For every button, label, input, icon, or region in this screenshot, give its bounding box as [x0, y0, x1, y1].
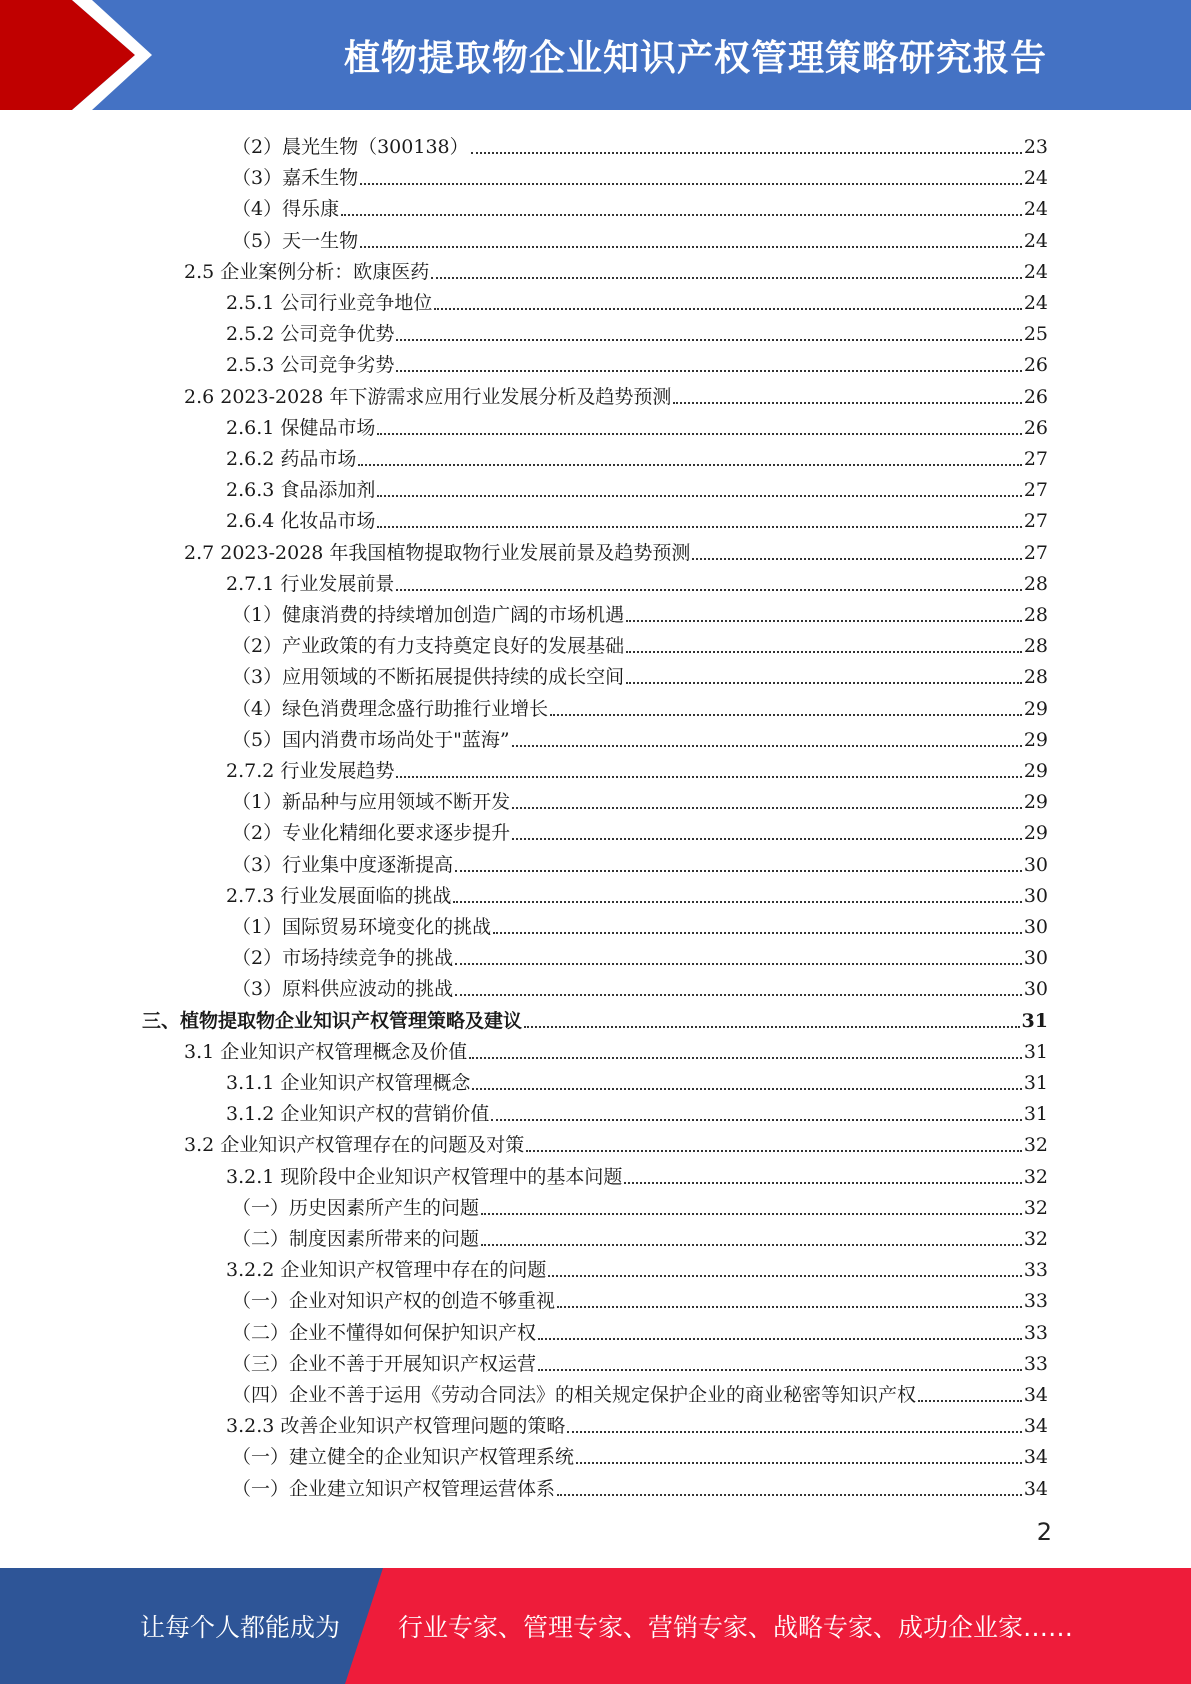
toc-entry-page: 33 — [1023, 1259, 1048, 1281]
toc-dot-leader — [431, 276, 1022, 279]
toc-entry-page: 31 — [1021, 1010, 1048, 1032]
toc-entry-label: （三）企业不善于开展知识产权运营 — [232, 1353, 537, 1375]
toc-dot-leader — [471, 151, 1022, 154]
toc-entry[interactable] — [232, 907, 1048, 938]
toc-entry-label: （一）企业对知识产权的创造不够重视 — [232, 1290, 556, 1312]
toc-entry-page: 30 — [1023, 885, 1048, 907]
toc-entry-page: 28 — [1023, 573, 1048, 595]
toc-dot-leader — [626, 650, 1022, 653]
toc-entry-page: 23 — [1023, 136, 1048, 158]
toc-dot-leader — [692, 557, 1021, 560]
toc-entry-label: 2.7.3 行业发展面临的挑战 — [226, 885, 452, 907]
toc-dot-leader — [524, 1025, 1020, 1028]
toc-entry-page: 27 — [1023, 510, 1048, 532]
toc-entry-label: 2.6 2023-2028 年下游需求应用行业发展分析及趋势预测 — [184, 386, 672, 408]
toc-entry[interactable] — [232, 127, 1048, 158]
header-title: 植物提取物企业知识产权管理策略研究报告 — [343, 37, 1047, 79]
toc-dot-leader — [526, 1149, 1022, 1152]
toc-entry-label: （四）企业不善于运用《劳动合同法》的相关规定保护企业的商业秘密等知识产权 — [232, 1384, 917, 1406]
toc-entry-label: 3.2 企业知识产权管理存在的问题及对策 — [184, 1134, 525, 1156]
toc-entry[interactable] — [184, 377, 1048, 408]
footer-slogan-right: 行业专家、管理专家、营销专家、战略专家、成功企业家…… — [398, 1613, 1074, 1642]
toc-entry-page: 30 — [1023, 916, 1048, 938]
toc-entry-label: （3）应用领域的不断拓展提供持续的成长空间 — [232, 666, 625, 688]
toc-dot-leader — [538, 1368, 1022, 1371]
toc-dot-leader — [567, 1430, 1021, 1433]
toc-entry[interactable] — [232, 1375, 1048, 1406]
toc-entry-page: 28 — [1023, 666, 1048, 688]
toc-entry-label: 3.1.2 企业知识产权的营销价值 — [226, 1103, 490, 1125]
toc-dot-leader — [493, 931, 1022, 934]
toc-entry[interactable] — [226, 1250, 1048, 1281]
toc-entry-label: （1）国际贸易环境变化的挑战 — [232, 916, 492, 938]
toc-dot-leader — [626, 619, 1022, 622]
toc-dot-leader — [624, 1181, 1021, 1184]
toc-entry-page: 27 — [1023, 542, 1048, 564]
toc-dot-leader — [557, 1305, 1022, 1308]
toc-entry-label: （1）健康消费的持续增加创造广阔的市场机遇 — [232, 604, 625, 626]
toc-entry-page: 34 — [1023, 1415, 1048, 1437]
toc-entry[interactable] — [232, 689, 1048, 720]
page-footer — [0, 1568, 1191, 1684]
toc-entry[interactable] — [226, 1157, 1048, 1188]
toc-entry-label: （2）专业化精细化要求逐步提升 — [232, 822, 511, 844]
toc-entry-page: 26 — [1023, 354, 1048, 376]
toc-entry-page: 26 — [1023, 417, 1048, 439]
toc-entry[interactable] — [226, 314, 1048, 345]
toc-entry-label: 3.2.1 现阶段中企业知识产权管理中的基本问题 — [226, 1166, 623, 1188]
toc-dot-leader — [377, 494, 1021, 497]
toc-entry-page: 30 — [1023, 854, 1048, 876]
toc-entry[interactable] — [232, 813, 1048, 844]
toc-entry[interactable] — [232, 1188, 1048, 1219]
toc-dot-leader — [512, 806, 1022, 809]
header-arrow-icon — [0, 0, 200, 110]
toc-entry[interactable] — [226, 439, 1048, 470]
toc-dot-leader — [341, 213, 1022, 216]
toc-dot-leader — [455, 993, 1022, 996]
toc-dot-leader — [626, 681, 1022, 684]
toc-entry[interactable] — [232, 657, 1048, 688]
toc-entry-label: （4）得乐康 — [232, 198, 340, 220]
toc-entry-label: 2.7 2023-2028 年我国植物提取物行业发展前景及趋势预测 — [184, 542, 691, 564]
toc-entry[interactable] — [232, 221, 1048, 252]
toc-dot-leader — [557, 1493, 1022, 1496]
toc-entry[interactable] — [232, 595, 1048, 626]
toc-entry[interactable] — [226, 345, 1048, 376]
toc-entry-label: 3.1 企业知识产权管理概念及价值 — [184, 1041, 468, 1063]
toc-dot-leader — [918, 1399, 1022, 1402]
toc-entry[interactable] — [232, 1344, 1048, 1375]
toc-entry-page: 28 — [1023, 604, 1048, 626]
toc-dot-leader — [396, 775, 1021, 778]
toc-dot-leader — [434, 307, 1021, 310]
toc-entry-page: 24 — [1023, 230, 1048, 252]
toc-dot-leader — [396, 338, 1021, 341]
toc-entry-page: 25 — [1023, 323, 1048, 345]
toc-entry-label: 三、植物提取物企业知识产权管理策略及建议 — [142, 1010, 523, 1032]
toc-entry-label: 2.5.1 公司行业竞争地位 — [226, 292, 433, 314]
toc-dot-leader — [576, 1461, 1022, 1464]
toc-entry[interactable] — [226, 1406, 1048, 1437]
toc-entry-label: （1）新品种与应用领域不断开发 — [232, 791, 511, 813]
toc-entry-label: 2.5.2 公司竞争优势 — [226, 323, 395, 345]
toc-entry-page: 33 — [1023, 1290, 1048, 1312]
toc-entry[interactable] — [232, 1219, 1048, 1250]
toc-entry-page: 28 — [1023, 635, 1048, 657]
toc-entry[interactable] — [232, 1281, 1048, 1312]
toc-entry[interactable] — [232, 1313, 1048, 1344]
toc-dot-leader — [550, 713, 1022, 716]
toc-entry-label: 2.7.1 行业发展前景 — [226, 573, 395, 595]
toc-entry-page: 32 — [1023, 1197, 1048, 1219]
toc-entry-page: 29 — [1023, 822, 1048, 844]
toc-dot-leader — [472, 1087, 1021, 1090]
toc-entry[interactable] — [184, 252, 1048, 283]
toc-entry-page: 30 — [1023, 978, 1048, 1000]
toc-dot-leader — [548, 1274, 1021, 1277]
toc-entry-page: 24 — [1023, 198, 1048, 220]
toc-entry-page: 32 — [1023, 1228, 1048, 1250]
toc-entry-page: 32 — [1023, 1166, 1048, 1188]
toc-entry[interactable] — [184, 533, 1048, 564]
toc-entry-label: （一）建立健全的企业知识产权管理系统 — [232, 1446, 575, 1468]
toc-entry-page: 31 — [1023, 1041, 1048, 1063]
toc-dot-leader — [481, 1243, 1022, 1246]
toc-entry-page: 26 — [1023, 386, 1048, 408]
toc-entry-page: 29 — [1023, 698, 1048, 720]
toc-dot-leader — [360, 245, 1022, 248]
toc-dot-leader — [360, 182, 1022, 185]
toc-entry[interactable] — [226, 564, 1048, 595]
toc-entry-label: （5）国内消费市场尚处于"蓝海” — [232, 729, 510, 751]
toc-entry[interactable] — [226, 501, 1048, 532]
toc-entry[interactable] — [232, 1469, 1048, 1500]
toc-entry[interactable] — [232, 626, 1048, 657]
toc-entry-page: 27 — [1023, 448, 1048, 470]
toc-entry[interactable] — [232, 782, 1048, 813]
toc-dot-leader — [377, 432, 1021, 435]
toc-entry[interactable] — [232, 1437, 1048, 1468]
toc-entry-label: （二）企业不懂得如何保护知识产权 — [232, 1322, 537, 1344]
toc-entry-page: 34 — [1023, 1446, 1048, 1468]
toc-entry-page: 29 — [1023, 729, 1048, 751]
toc-entry-page: 33 — [1023, 1322, 1048, 1344]
toc-entry[interactable] — [232, 189, 1048, 220]
toc-dot-leader — [512, 837, 1022, 840]
toc-entry-page: 29 — [1023, 791, 1048, 813]
toc-entry[interactable] — [226, 876, 1048, 907]
toc-entry[interactable] — [232, 969, 1048, 1000]
toc-entry-label: （2）市场持续竞争的挑战 — [232, 947, 454, 969]
toc-entry[interactable] — [226, 1063, 1048, 1094]
toc-dot-leader — [358, 463, 1021, 466]
toc-entry-label: （5）天一生物 — [232, 230, 359, 252]
toc-entry-page: 24 — [1023, 292, 1048, 314]
toc-entry-label: （4）绿色消费理念盛行助推行业增长 — [232, 698, 549, 720]
toc-entry[interactable] — [142, 1001, 1048, 1032]
toc-entry[interactable] — [232, 158, 1048, 189]
toc-dot-leader — [455, 869, 1022, 872]
toc-dot-leader — [396, 369, 1021, 372]
toc-entry[interactable] — [232, 938, 1048, 969]
toc-entry[interactable] — [226, 751, 1048, 782]
toc-entry-label: （2）产业政策的有力支持奠定良好的发展基础 — [232, 635, 625, 657]
toc-entry[interactable] — [226, 283, 1048, 314]
toc-dot-leader — [377, 525, 1021, 528]
toc-entry-label: 2.6.1 保健品市场 — [226, 417, 376, 439]
toc-entry[interactable] — [226, 470, 1048, 501]
page-header — [0, 0, 1191, 110]
toc-entry-label: 2.6.2 药品市场 — [226, 448, 357, 470]
toc-dot-leader — [491, 1118, 1021, 1121]
toc-entry-page: 34 — [1023, 1478, 1048, 1500]
toc-entry-page: 32 — [1023, 1134, 1048, 1156]
toc-entry-page: 34 — [1023, 1384, 1048, 1406]
toc-dot-leader — [481, 1212, 1022, 1215]
toc-entry-label: （2）晨光生物（300138） — [232, 136, 469, 158]
page-number: 2 — [1036, 1518, 1052, 1546]
toc-entry-label: （3）行业集中度逐渐提高 — [232, 854, 454, 876]
toc-entry-label: 2.5 企业案例分析：欧康医药 — [184, 261, 430, 283]
toc-entry[interactable] — [232, 845, 1048, 876]
toc-entry[interactable] — [226, 408, 1048, 439]
toc-entry-page: 31 — [1023, 1072, 1048, 1094]
toc-dot-leader — [469, 1056, 1022, 1059]
toc-entry[interactable] — [226, 1094, 1048, 1125]
toc-entry-label: 3.2.3 改善企业知识产权管理问题的策略 — [226, 1415, 566, 1437]
footer-slogan-left: 让每个人都能成为 — [140, 1613, 341, 1642]
toc-entry-label: 3.1.1 企业知识产权管理概念 — [226, 1072, 471, 1094]
toc-entry-page: 31 — [1023, 1103, 1048, 1125]
toc-entry-label: （3）原料供应波动的挑战 — [232, 978, 454, 1000]
toc-entry-page: 30 — [1023, 947, 1048, 969]
toc-entry-page: 24 — [1023, 261, 1048, 283]
toc-entry-label: 2.6.4 化妆品市场 — [226, 510, 376, 532]
toc-entry-page: 33 — [1023, 1353, 1048, 1375]
toc-entry-page: 29 — [1023, 760, 1048, 782]
toc-entry-label: 3.2.2 企业知识产权管理中存在的问题 — [226, 1259, 547, 1281]
toc-dot-leader — [673, 401, 1021, 404]
toc-entry-label: 2.7.2 行业发展趋势 — [226, 760, 395, 782]
toc-entry-label: （3）嘉禾生物 — [232, 167, 359, 189]
toc-dot-leader — [512, 744, 1022, 747]
toc-dot-leader — [538, 1337, 1022, 1340]
toc-entry-label: （一）历史因素所产生的问题 — [232, 1197, 480, 1219]
toc-entry-label: 2.6.3 食品添加剂 — [226, 479, 376, 501]
toc-entry-page: 27 — [1023, 479, 1048, 501]
toc-dot-leader — [455, 962, 1022, 965]
toc-entry-label: （一）企业建立知识产权管理运营体系 — [232, 1478, 556, 1500]
toc-entry-label: 2.5.3 公司竞争劣势 — [226, 354, 395, 376]
toc-entry-page: 24 — [1023, 167, 1048, 189]
toc-entry[interactable] — [184, 1032, 1048, 1063]
toc-entry-label: （二）制度因素所带来的问题 — [232, 1228, 480, 1250]
toc-dot-leader — [396, 588, 1021, 591]
toc-dot-leader — [453, 900, 1021, 903]
toc-entry[interactable] — [184, 1125, 1048, 1156]
toc-entry[interactable] — [232, 720, 1048, 751]
